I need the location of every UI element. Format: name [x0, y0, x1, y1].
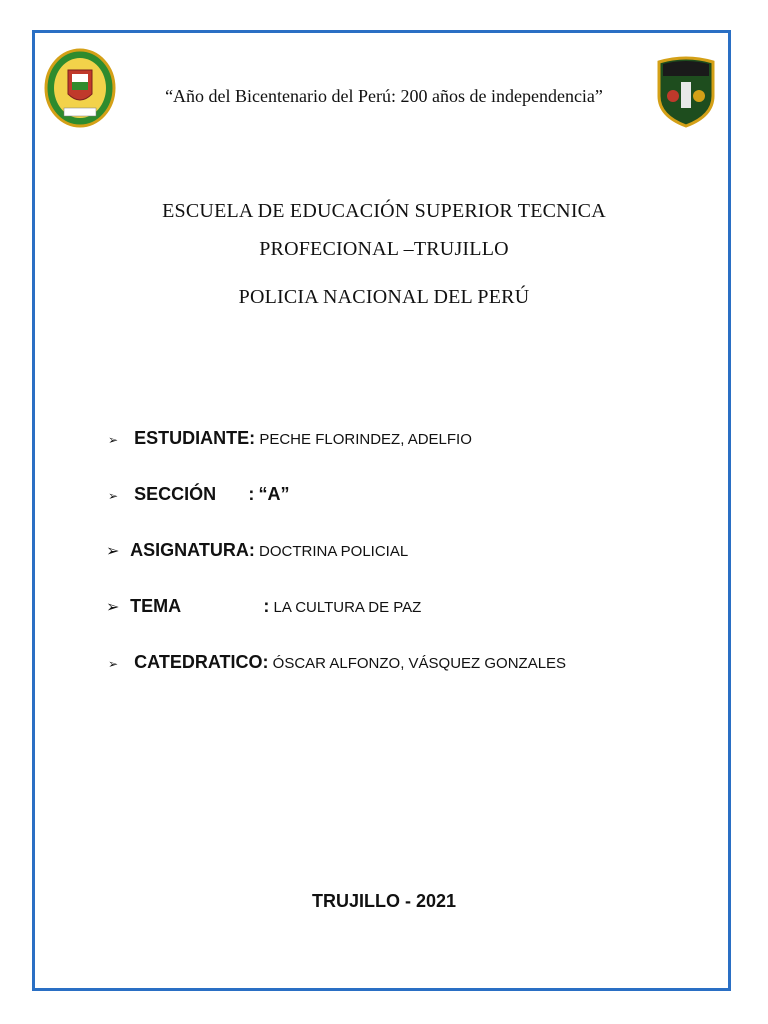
school-name-line1: ESCUELA DE EDUCACIÓN SUPERIOR TECNICA	[162, 200, 606, 222]
field-separator: :	[248, 484, 255, 504]
field-subject	[106, 540, 408, 564]
page-border	[32, 30, 731, 991]
field-label: TEMA	[130, 596, 182, 616]
field-value: DOCTRINA POLICIAL	[259, 543, 409, 560]
institution-name: POLICIA NACIONAL DEL PERÚ	[238, 286, 530, 308]
field-value: ÓSCAR ALFONZO, VÁSQUEZ GONZALES	[272, 655, 567, 672]
arrow-bullet-icon: ➢	[108, 489, 119, 503]
arrow-bullet-icon: ➢	[108, 433, 119, 447]
arrow-bullet-icon: ➢	[106, 543, 120, 560]
arrow-bullet-icon: ➢	[108, 657, 119, 671]
field-value: PECHE FLORINDEZ, ADELFIO	[259, 431, 472, 448]
city: TRUJILLO	[311, 891, 400, 911]
arrow-bullet-icon: ➢	[106, 599, 120, 616]
year: 2021	[415, 891, 457, 911]
field-professor	[108, 652, 566, 676]
year-motto: “Año del Bicentenario del Perú: 200 años de independencia”	[165, 86, 603, 106]
field-value: LA CULTURA DE PAZ	[273, 599, 422, 616]
school-name-line2: PROFECIONAL –TRUJILLO	[259, 238, 509, 260]
field-label: ASIGNATURA:	[130, 540, 255, 560]
field-separator: :	[263, 596, 270, 616]
field-student	[108, 428, 472, 452]
field-value: “A”	[258, 484, 290, 504]
field-label: CATEDRATICO:	[134, 652, 269, 672]
field-label: SECCIÓN	[134, 484, 217, 504]
field-section	[108, 484, 290, 508]
field-label: ESTUDIANTE:	[134, 428, 256, 448]
police-coat-of-arms-icon	[44, 48, 116, 128]
dash: -	[404, 891, 411, 911]
school-shield-icon	[655, 56, 717, 128]
field-topic	[106, 596, 421, 620]
place-and-year	[40, 891, 728, 912]
